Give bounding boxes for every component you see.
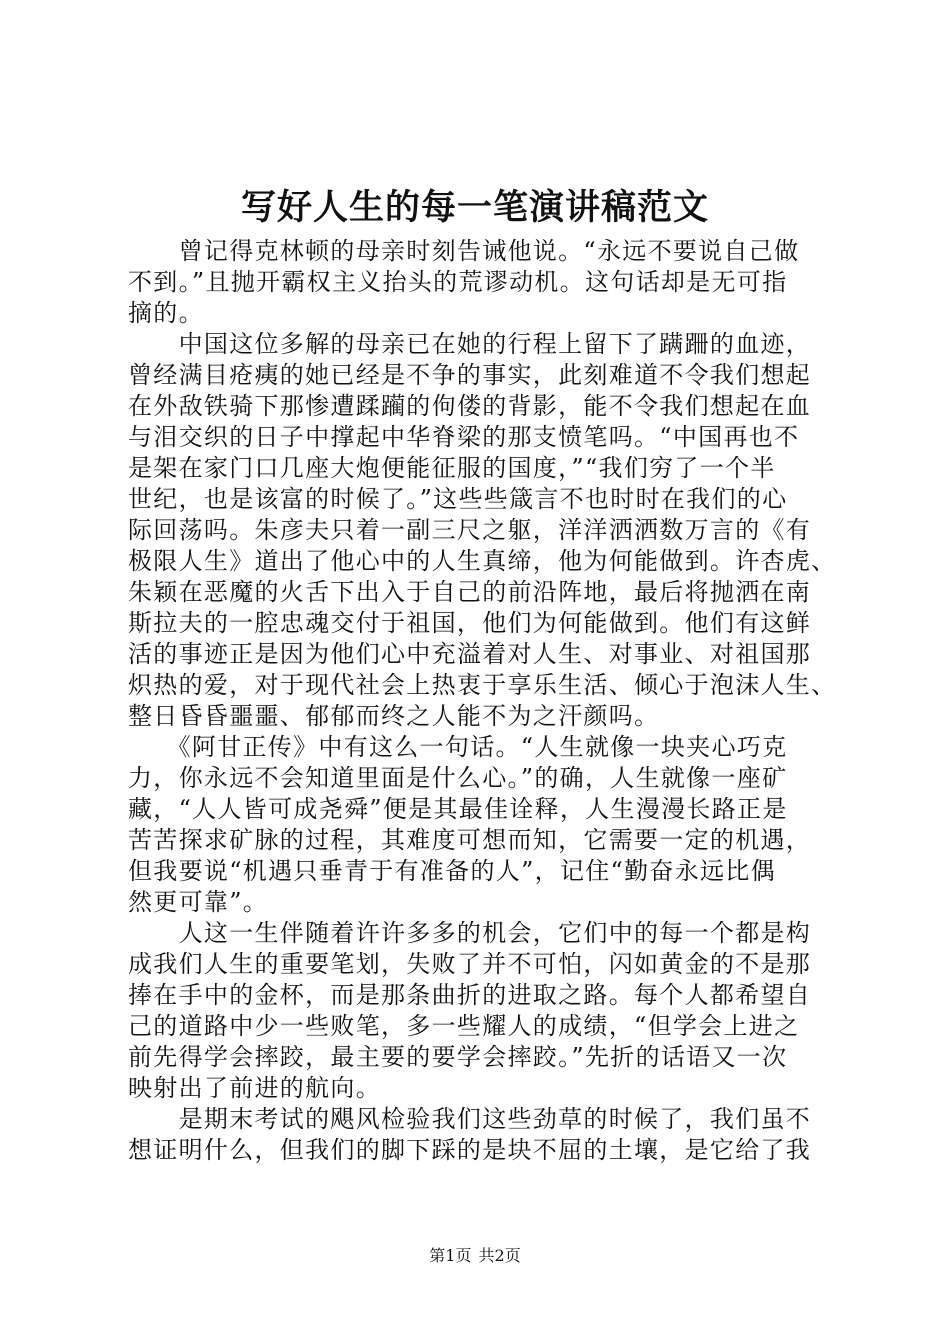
text-line: 摘的。	[128, 299, 204, 327]
text-line: 成我们人生的重要笔划，失败了并不可怕，闪如黄金的不是那	[128, 950, 812, 978]
document-title: 写好人生的每一笔演讲稿范文	[240, 187, 709, 228]
text-line: 苦苦探求矿脉的过程，其难度可想而知，它需要一定的机遇，	[128, 826, 812, 854]
text-line: 《阿甘正传》中有这么一句话。“人生就像一块夹心巧克	[128, 733, 788, 761]
text-line: 中国这位多解的母亲已在她的行程上留下了蹒跚的血迹，	[128, 330, 812, 358]
page-total: 共2页	[478, 1246, 521, 1265]
text-line: 想证明什么，但我们的脚下踩的是块不屈的土壤，是它给了我	[128, 1136, 812, 1164]
text-line: 力，你永远不会知道里面是什么心。”的确，人生就像一座矿	[128, 764, 788, 792]
text-line: 捧在手中的金杯，而是那条曲折的进取之路。每个人都希望自	[128, 981, 812, 1009]
text-line: 活的事迹正是因为他们心中充溢着对人生、对事业、对祖国那	[128, 640, 812, 668]
text-line: 但我要说“机遇只垂青于有准备的人”，记住“勤奋永远比偶	[128, 857, 776, 885]
text-line: 是期末考试的飓风检验我们这些劲草的时候了，我们虽不	[128, 1105, 812, 1133]
text-line: 曾记得克林顿的母亲时刻告诫他说。“永远不要说自己做	[128, 237, 800, 265]
text-line: 是架在家门口几座大炮便能征服的国度，”“我们穷了一个半	[128, 454, 776, 482]
text-line: 不到。”且抛开霸权主义抬头的荒谬动机。这句话却是无可指	[128, 268, 788, 296]
text-line: 然更可靠”。	[128, 888, 269, 916]
text-line: 斯拉夫的一腔忠魂交付于祖国，他们为何能做到。他们有这鲜	[128, 609, 812, 637]
text-line: 曾经满目疮痍的她已经是不争的事实，此刻难道不令我们想起	[128, 361, 812, 389]
text-line: 极限人生》道出了他心中的人生真缔，他为何能做到。许杏虎、	[128, 547, 837, 575]
text-line: 人这一生伴随着许许多多的机会，它们中的每一个都是构	[128, 919, 812, 947]
text-line: 与泪交织的日子中撑起中华脊梁的那支愤笔吗。“中国再也不	[128, 423, 800, 451]
text-line: 世纪，也是该富的时候了。”这些些箴言不也时时在我们的心	[128, 485, 788, 513]
text-line: 炽热的爱，对于现代社会上热衷于享乐生活、倾心于泡沫人生、	[128, 671, 837, 699]
text-line: 际回荡吗。朱彦夫只着一副三尺之躯，洋洋洒洒数万言的《有	[128, 516, 812, 544]
text-line: 己的道路中少一些败笔，多一些耀人的成绩，“但学会上进之	[128, 1012, 800, 1040]
text-line: 映射出了前进的航向。	[128, 1074, 381, 1102]
page-number: 第1页	[429, 1246, 472, 1265]
text-line: 朱颖在恶魔的火舌下出入于自己的前沿阵地，最后将抛洒在南	[128, 578, 812, 606]
text-line: 整日昏昏噩噩、郁郁而终之人能不为之汗颜吗。	[128, 702, 660, 730]
text-line: 在外敌铁骑下那惨遭蹂躏的佝偻的背影，能不令我们想起在血	[128, 392, 812, 420]
page-footer	[0, 1245, 950, 1267]
document-body	[128, 236, 837, 1166]
text-line: 前先得学会摔跤，最主要的要学会摔跤。”先折的话语又一次	[128, 1043, 788, 1071]
text-line: 藏，“人人皆可成尧舜”便是其最佳诠释，人生漫漫长路正是	[128, 795, 788, 823]
